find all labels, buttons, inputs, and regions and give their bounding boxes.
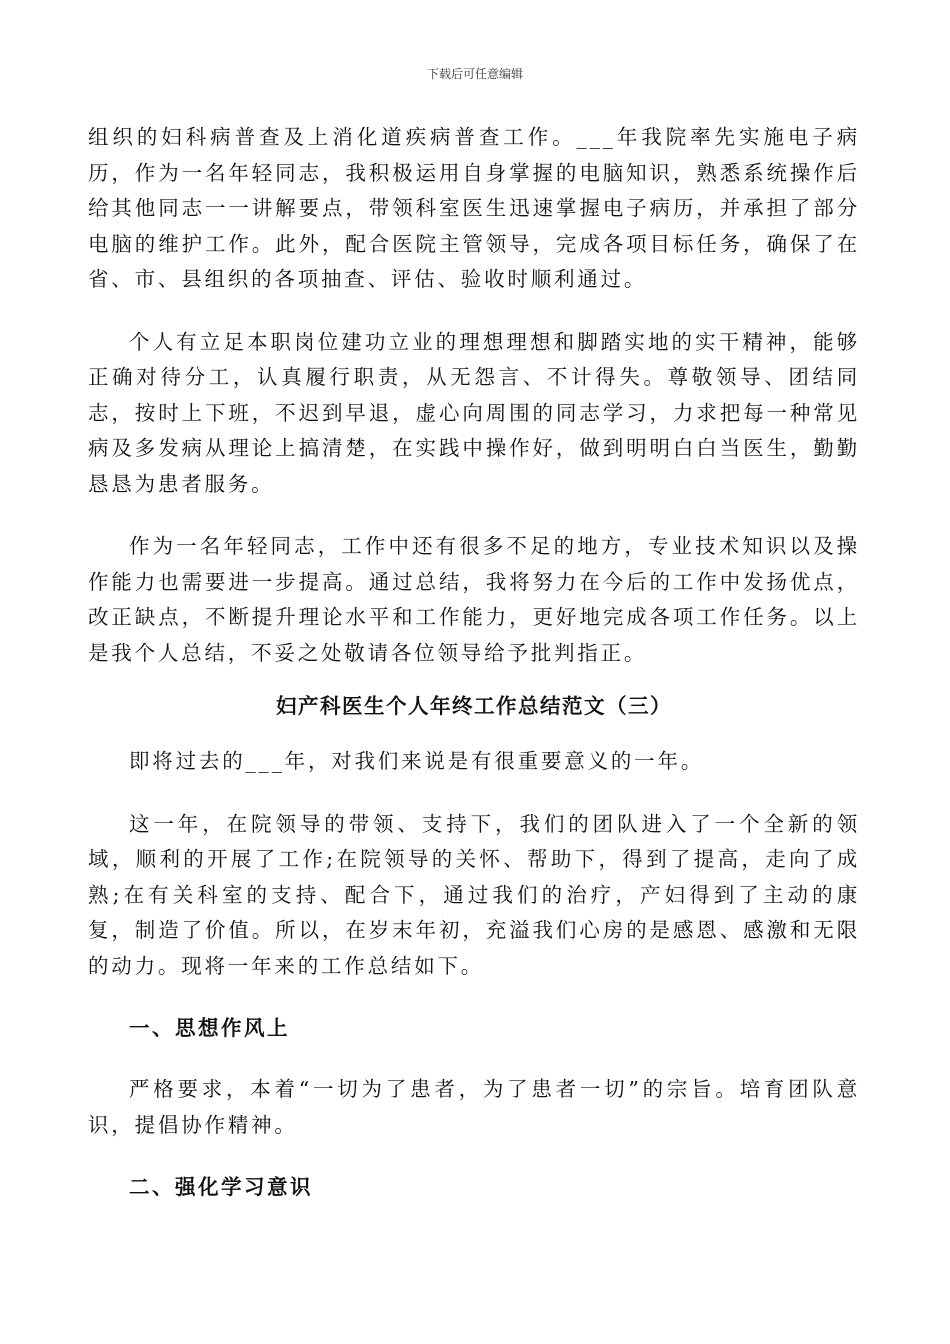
- page-header: 下载后可任意编辑: [426, 67, 523, 81]
- heading-ideology: 一、思想作风上: [129, 1016, 290, 1040]
- paragraph-electronic-records: 组织的妇科病普查及上消化道疾病普查工作。___年我院率先实施电子病历，作为一名年轻同志，我积极运用自身掌握的电脑知识，熟悉系统操作后给其他同志一一讲解要点，带领科室医生迅速掌握电子病历，并承担了部分电脑的维护工作。此外，配合医院主管领导，完成各项目标任务，确保了在省、市、县组织的各项抽查、评估、验收时顺利通过。: [88, 125, 860, 291]
- paragraph-year-intro: 即将过去的___年，对我们来说是有很重要意义的一年。: [129, 749, 705, 773]
- document-body: [88, 120, 860, 1231]
- paragraph-shortcomings: 作为一名年轻同志，工作中还有很多不足的地方，专业技术知识以及操作能力也需要进一步提高。通过总结，我将努力在今后的工作中发扬优点，改正缺点，不断提升理论水平和工作能力，更好地完成各项工作任务。以上是我个人总结，不妥之处敬请各位领导给予批判指正。: [88, 534, 860, 665]
- section-title: 妇产科医生个人年终工作总结范文（三）: [276, 694, 672, 718]
- paragraph-work-attitude: 个人有立足本职岗位建功立业的理想理想和脚踏实地的实干精神，能够正确对待分工，认真履行职责，从无怨言、不计得失。尊敬领导、团结同志，按时上下班，不迟到早退，虚心向周围的同志学习，力求把每一种常见病及多发病从理论上搞清楚，在实践中操作好，做到明明白白当医生，勤勤恳恳为患者服务。: [88, 329, 860, 496]
- heading-learning: 二、强化学习意识: [129, 1175, 313, 1199]
- paragraph-team-summary: 这一年，在院领导的带领、支持下，我们的团队进入了一个全新的领域，顺利的开展了工作;在院领导的关怀、帮助下，得到了提高，走向了成熟;在有关科室的支持、配合下，通过我们的治疗，产妇得到了主动的康复，制造了价值。所以，在岁末年初，充溢我们心房的是感恩、感激和无限的动力。现将一年来的工作总结如下。: [88, 811, 860, 978]
- paragraph-strict-requirements: 严格要求，本着“一切为了患者，为了患者一切”的宗旨。培育团队意识，提倡协作精神。: [88, 1077, 860, 1137]
